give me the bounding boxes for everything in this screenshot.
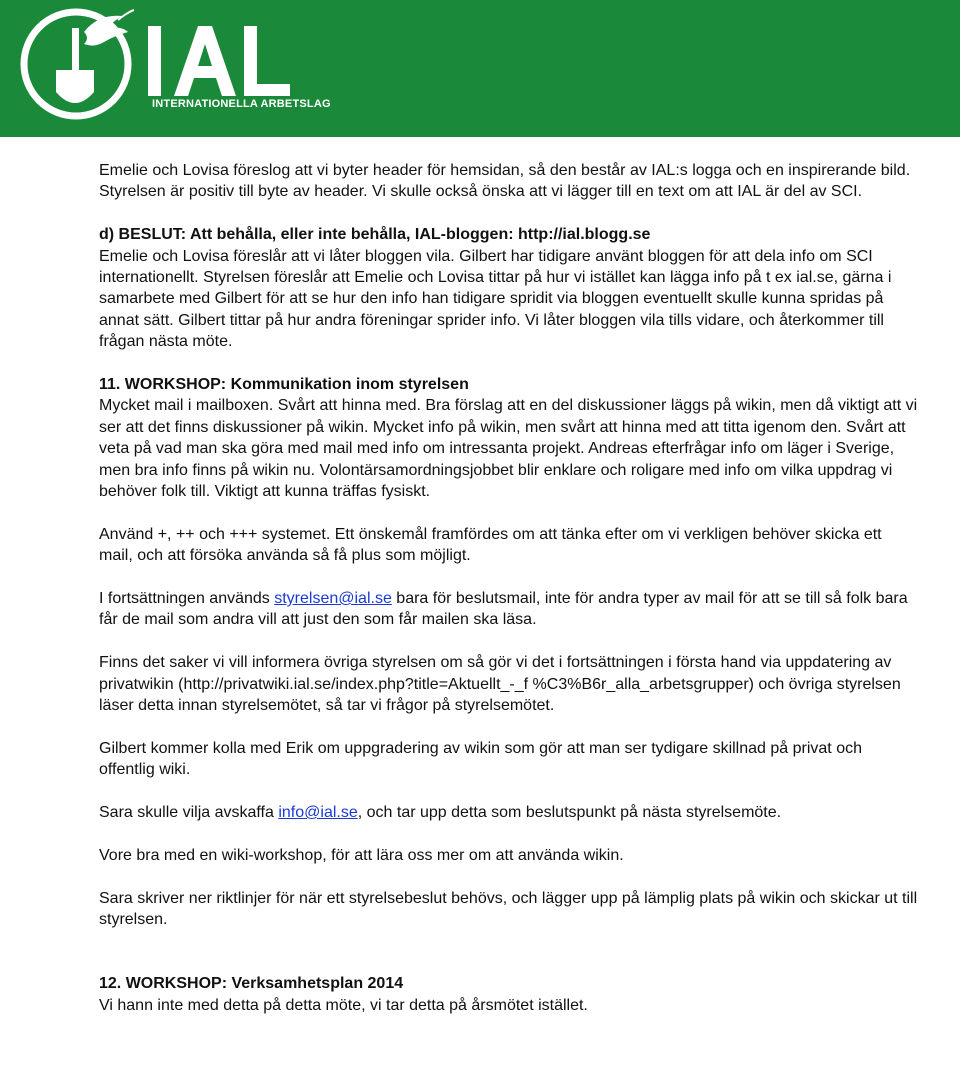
styrelsen-mail-post: bara för beslutsmail, inte för andra typer av mail för att se till så folk bara får de mail som andra vill att just den som får mailen ska läsa.	[99, 590, 908, 629]
document-body	[99, 160, 919, 1016]
section-12-body: Vi hann inte med detta på detta möte, vi tar detta på årsmötet istället.	[99, 996, 588, 1014]
section-12-heading: 12. WORKSHOP: Verksamhetsplan 2014	[99, 975, 404, 993]
info-email-link[interactable]: info@ial.se	[278, 804, 358, 822]
sara-info-pre: Sara skulle vilja avskaffa	[99, 804, 279, 822]
section-11-heading: 11. WORKSHOP: Kommunikation inom styrelsen	[99, 376, 469, 394]
styrelsen-mail-pre: I fortsättningen används	[99, 590, 275, 608]
paragraph-plus-system: Använd +, ++ och +++ systemet. Ett önskemål framfördes om att tänka efter om vi verkligen behöver skicka ett mail, och att försöka använda så få plus som möjligt.	[99, 525, 882, 565]
paragraph-gilbert-wiki: Gilbert kommer kolla med Erik om uppgradering av wikin som gör att man ser tydigare skillnad på privat och offentlig wiki.	[99, 739, 862, 779]
section-d-heading: d) BESLUT: Att behålla, eller inte behålla, IAL-bloggen: http://ial.blogg.se	[99, 226, 651, 244]
section-d-body: Emelie och Lovisa föreslår att vi låter bloggen vila. Gilbert har tidigare använt bloggen för att dela info om SCI internationellt. Styrelsen föreslår att Emelie och Lovisa tittar på hur vi istället kan lägga info på t ex ial.se, gärna i samarbete med Gilbert för att se hur den info han tidigare spridit via bloggen eventuellt skulle kunna spridas på annat sätt. Gilbert tittar på hur andra föreningar sprider info. Vi låter bloggen vila tills vidare, och återkommer till frågan nästa möte.	[99, 247, 892, 351]
paragraph-styrelsen-mail	[99, 588, 919, 631]
header-banner	[0, 0, 960, 137]
section-11-body: Mycket mail i mailboxen. Svårt att hinna med. Bra förslag att en del diskussioner läggs på wikin, men då viktigt att vi ser att det finns diskussioner på wikin. Mycket info på wikin, men svårt att hinna med att titta igenom den. Svårt att veta på vad man ska göra med mail med info om intressanta projekt. Andreas efterfrågar info om läger i Sverige, men bra info finns på wikin nu. Volontärsamordningsjobbet blir enklare och roligare med info om vilka uppdrag vi behöver folk till. Viktigt att kunna träffas fysiskt.	[99, 397, 918, 501]
paragraph-wiki-workshop: Vore bra med en wiki-workshop, för att lära oss mer om att använda wikin.	[99, 846, 624, 864]
logo-subtitle: INTERNATIONELLA ARBETSLAG	[152, 98, 331, 110]
paragraph-privatwikin: Finns det saker vi vill informera övriga styrelsen om så gör vi det i fortsättningen i första hand via uppdatering av privatwikin (http://privatwiki.ial.se/index.php?title=Aktuellt_-_f %C3%B6r_alla_arbetsgrupper) och övriga styrelsen läser detta innan styrelsemötet, så tar vi frågor på styrelsemötet.	[99, 654, 901, 715]
paragraph-sara-info	[99, 802, 919, 823]
styrelsen-email-link[interactable]: styrelsen@ial.se	[274, 590, 392, 608]
sara-info-post: , och tar upp detta som beslutspunkt på nästa styrelsemöte.	[357, 804, 782, 822]
paragraph-header-change: Emelie och Lovisa föreslog att vi byter header för hemsidan, så den består av IAL:s logga och en inspirerande bild. Styrelsen är positiv till byte av header. Vi skulle också önska att vi lägger till en text om att IAL är del av SCI.	[99, 162, 911, 201]
paragraph-riktlinjer: Sara skriver ner riktlinjer för när ett styrelsebeslut behövs, och lägger upp på lämplig plats på wikin och skickar ut till styrelsen.	[99, 889, 918, 929]
